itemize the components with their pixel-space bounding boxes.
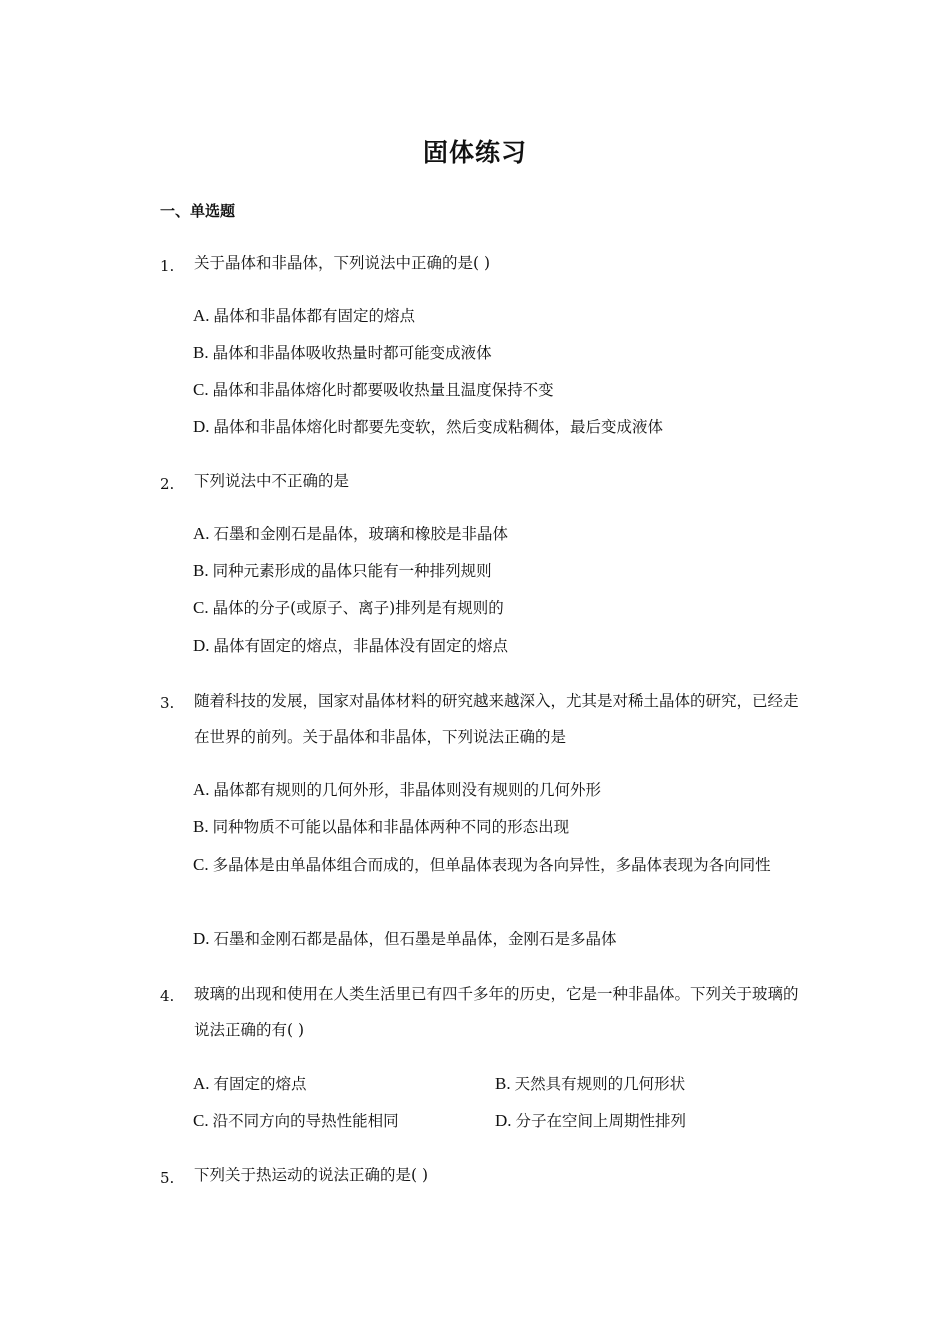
option-letter: D. — [193, 636, 210, 655]
option-d — [495, 1103, 686, 1139]
question-number: 1. — [160, 257, 175, 275]
option-text: 有固定的熔点 — [213, 1075, 307, 1093]
question-text: 玻璃的出现和使用在人类生活里已有四千多年的历史，它是一种非晶体。下列关于玻璃的说法正确的有( ) — [194, 985, 799, 1039]
question-number: 3. — [160, 694, 175, 712]
option-letter: C. — [193, 598, 209, 617]
question-text: 关于晶体和非晶体，下列说法中正确的是( ) — [194, 254, 491, 272]
page-title: 固体练习 — [422, 138, 527, 167]
option-letter: B. — [495, 1074, 511, 1093]
option-b — [193, 553, 492, 589]
option-letter: D. — [495, 1111, 512, 1130]
option-text: 晶体的分子(或原子、离子)排列是有规则的 — [212, 599, 504, 617]
option-letter: C. — [193, 1111, 209, 1130]
question-number: 4. — [160, 987, 175, 1005]
option-letter: B. — [193, 561, 209, 580]
option-text: 多晶体是由单晶体组合而成的，但单晶体表现为各向异性，多晶体表现为各向同性 — [212, 856, 771, 874]
option-text: 沿不同方向的导热性能相同 — [212, 1112, 399, 1130]
option-text: 晶体和非晶体熔化时都要先变软，然后变成粘稠体，最后变成液体 — [213, 418, 664, 436]
option-text: 分子在空间上周期性排列 — [515, 1112, 687, 1130]
option-d — [193, 921, 617, 957]
question-number: 2. — [160, 475, 175, 493]
option-letter: A. — [193, 524, 210, 543]
option-c — [193, 847, 803, 883]
option-a — [193, 1066, 307, 1102]
option-b — [193, 335, 492, 371]
option-c — [193, 590, 504, 626]
option-letter: C. — [193, 855, 209, 874]
option-letter: D. — [193, 929, 210, 948]
option-letter: A. — [193, 306, 210, 325]
question-number: 5. — [160, 1169, 175, 1187]
question-text: 下列关于热运动的说法正确的是( ) — [194, 1166, 429, 1184]
option-text: 晶体和非晶体吸收热量时都可能变成液体 — [212, 344, 492, 362]
section-heading: 一、单选题 — [160, 202, 236, 220]
option-b — [193, 809, 569, 845]
option-text: 晶体有固定的熔点，非晶体没有固定的熔点 — [213, 637, 509, 655]
option-text: 石墨和金刚石都是晶体，但石墨是单晶体，金刚石是多晶体 — [213, 930, 617, 948]
option-letter: B. — [193, 817, 209, 836]
option-a — [193, 516, 508, 552]
option-a — [193, 772, 601, 808]
option-text: 晶体都有规则的几何外形，非晶体则没有规则的几何外形 — [213, 781, 602, 799]
option-text: 同种元素形成的晶体只能有一种排列规则 — [212, 562, 492, 580]
option-letter: C. — [193, 380, 209, 399]
option-text: 晶体和非晶体熔化时都要吸收热量且温度保持不变 — [212, 381, 554, 399]
option-text: 石墨和金刚石是晶体，玻璃和橡胶是非晶体 — [213, 525, 509, 543]
question-text: 下列说法中不正确的是 — [194, 472, 350, 490]
question-text: 随着科技的发展，国家对晶体材料的研究越来越深入，尤其是对稀土晶体的研究，已经走在世界的前列。关于晶体和非晶体，下列说法正确的是 — [194, 692, 799, 746]
option-letter: A. — [193, 1074, 210, 1093]
option-letter: D. — [193, 417, 210, 436]
option-d — [193, 409, 663, 445]
option-text: 天然具有规则的几何形状 — [514, 1075, 686, 1093]
option-letter: B. — [193, 343, 209, 362]
option-text: 晶体和非晶体都有固定的熔点 — [213, 307, 416, 325]
option-b — [495, 1066, 685, 1102]
option-a — [193, 298, 415, 334]
option-text: 同种物质不可能以晶体和非晶体两种不同的形态出现 — [212, 818, 570, 836]
option-c — [193, 372, 554, 408]
option-d — [193, 628, 508, 664]
option-letter: A. — [193, 780, 210, 799]
option-c — [193, 1103, 399, 1139]
